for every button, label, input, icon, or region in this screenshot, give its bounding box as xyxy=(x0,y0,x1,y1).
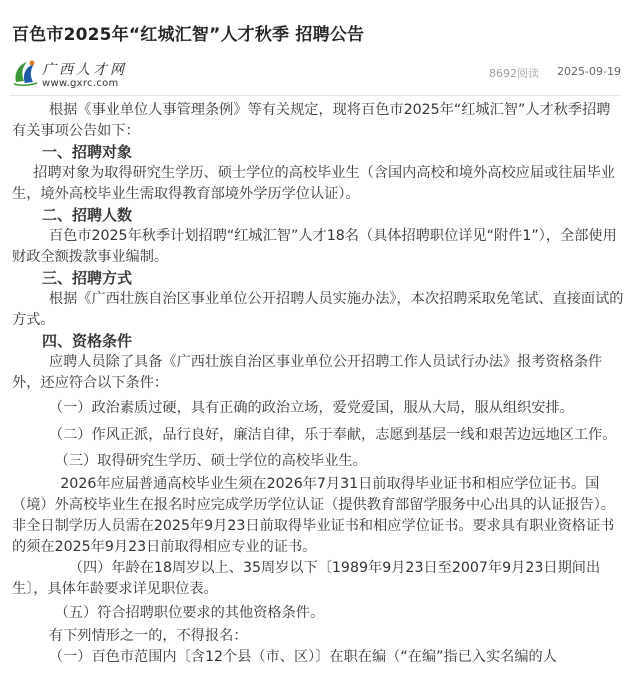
section-heading-recruitment-number: 二、招聘人数 xyxy=(42,206,133,224)
section-heading-recruitment-target: 一、招聘对象 xyxy=(42,143,133,161)
article-body xyxy=(12,100,624,668)
condition-item: （五）符合招聘职位要求的其他资格条件。 xyxy=(54,605,325,621)
exclusion-item: （一）百色市范围内〔含12个县（市、区）〕在职在编（“在编”指已入实名编的人 xyxy=(48,649,557,665)
publish-date: 2025-09-19 xyxy=(557,65,621,78)
article-meta-bar xyxy=(10,58,621,92)
header-divider xyxy=(10,95,621,96)
view-count: 8692阅读 xyxy=(489,67,539,80)
section-heading-recruitment-method: 三、招聘方式 xyxy=(42,269,133,287)
section-text-recruitment-target: 招聘对象为取得研究生学历、硕士学位的高校毕业生（含国内高校和境外高校应届或往届毕业生，境外高校毕业生需取得教育部境外学历学位认证）。 xyxy=(12,165,615,202)
qualifications-intro: 应聘人员除了具备《广西壮族自治区事业单位公开招聘工作人员试行办法》报考资格条件外，还应符合以下条件： xyxy=(12,354,603,391)
article-title: 百色市2025年“红城汇智”人才秋季 招聘公告 xyxy=(12,25,365,45)
logo-url: www.gxrc.com xyxy=(42,78,119,89)
section-text-recruitment-method: 根据《广西壮族自治区事业单位公开招聘人员实施办法》，本次招聘采取免笔试、直接面试的方式。 xyxy=(12,291,624,328)
condition-item: （三）取得研究生学历、硕士学位的高校毕业生。 xyxy=(54,453,367,469)
source-logo[interactable] xyxy=(10,58,140,92)
condition-item: （一）政治素质过硬，具有正确的政治立场，爱党爱国，服从大局，服从组织安排。 xyxy=(48,400,574,416)
condition-item: （四）年龄在18周岁以上、35周岁以下〔1989年9月23日至2007年9月23日期间出生〕，具体年龄要求详见职位表。 xyxy=(12,560,601,597)
condition-item: （二）作风正派，品行良好，廉洁自律，乐于奉献，志愿到基层一线和艰苦边远地区工作。 xyxy=(48,427,617,443)
gxrc-logo-icon xyxy=(10,58,40,88)
condition-note: 2026年应届普通高校毕业生须在2026年7月31日前取得毕业证书和相应学位证书。国（境）外高校毕业生在报名时应完成学历学位认证（提供教育部留学服务中心出具的认证报告）。非全日制学历人员需在2025年9月23日前取得毕业证书和相应学位证书。要求具有职业资格证书的须在2025年9月23日前取得相应专业的证书。 xyxy=(12,476,615,555)
logo-text: 广西人才网 xyxy=(42,62,127,78)
intro-paragraph: 根据《事业单位人事管理条例》等有关规定，现将百色市2025年“红城汇智”人才秋季招聘有关事项公告如下： xyxy=(12,102,611,139)
exclusion-intro: 有下列情形之一的，不得报名： xyxy=(48,628,248,644)
section-heading-qualifications: 四、资格条件 xyxy=(42,332,133,350)
section-text-recruitment-number: 百色市2025年秋季计划招聘“红城汇智”人才18名（具体招聘职位详见“附件1”），全部使用财政全额拨款事业编制。 xyxy=(12,228,617,265)
